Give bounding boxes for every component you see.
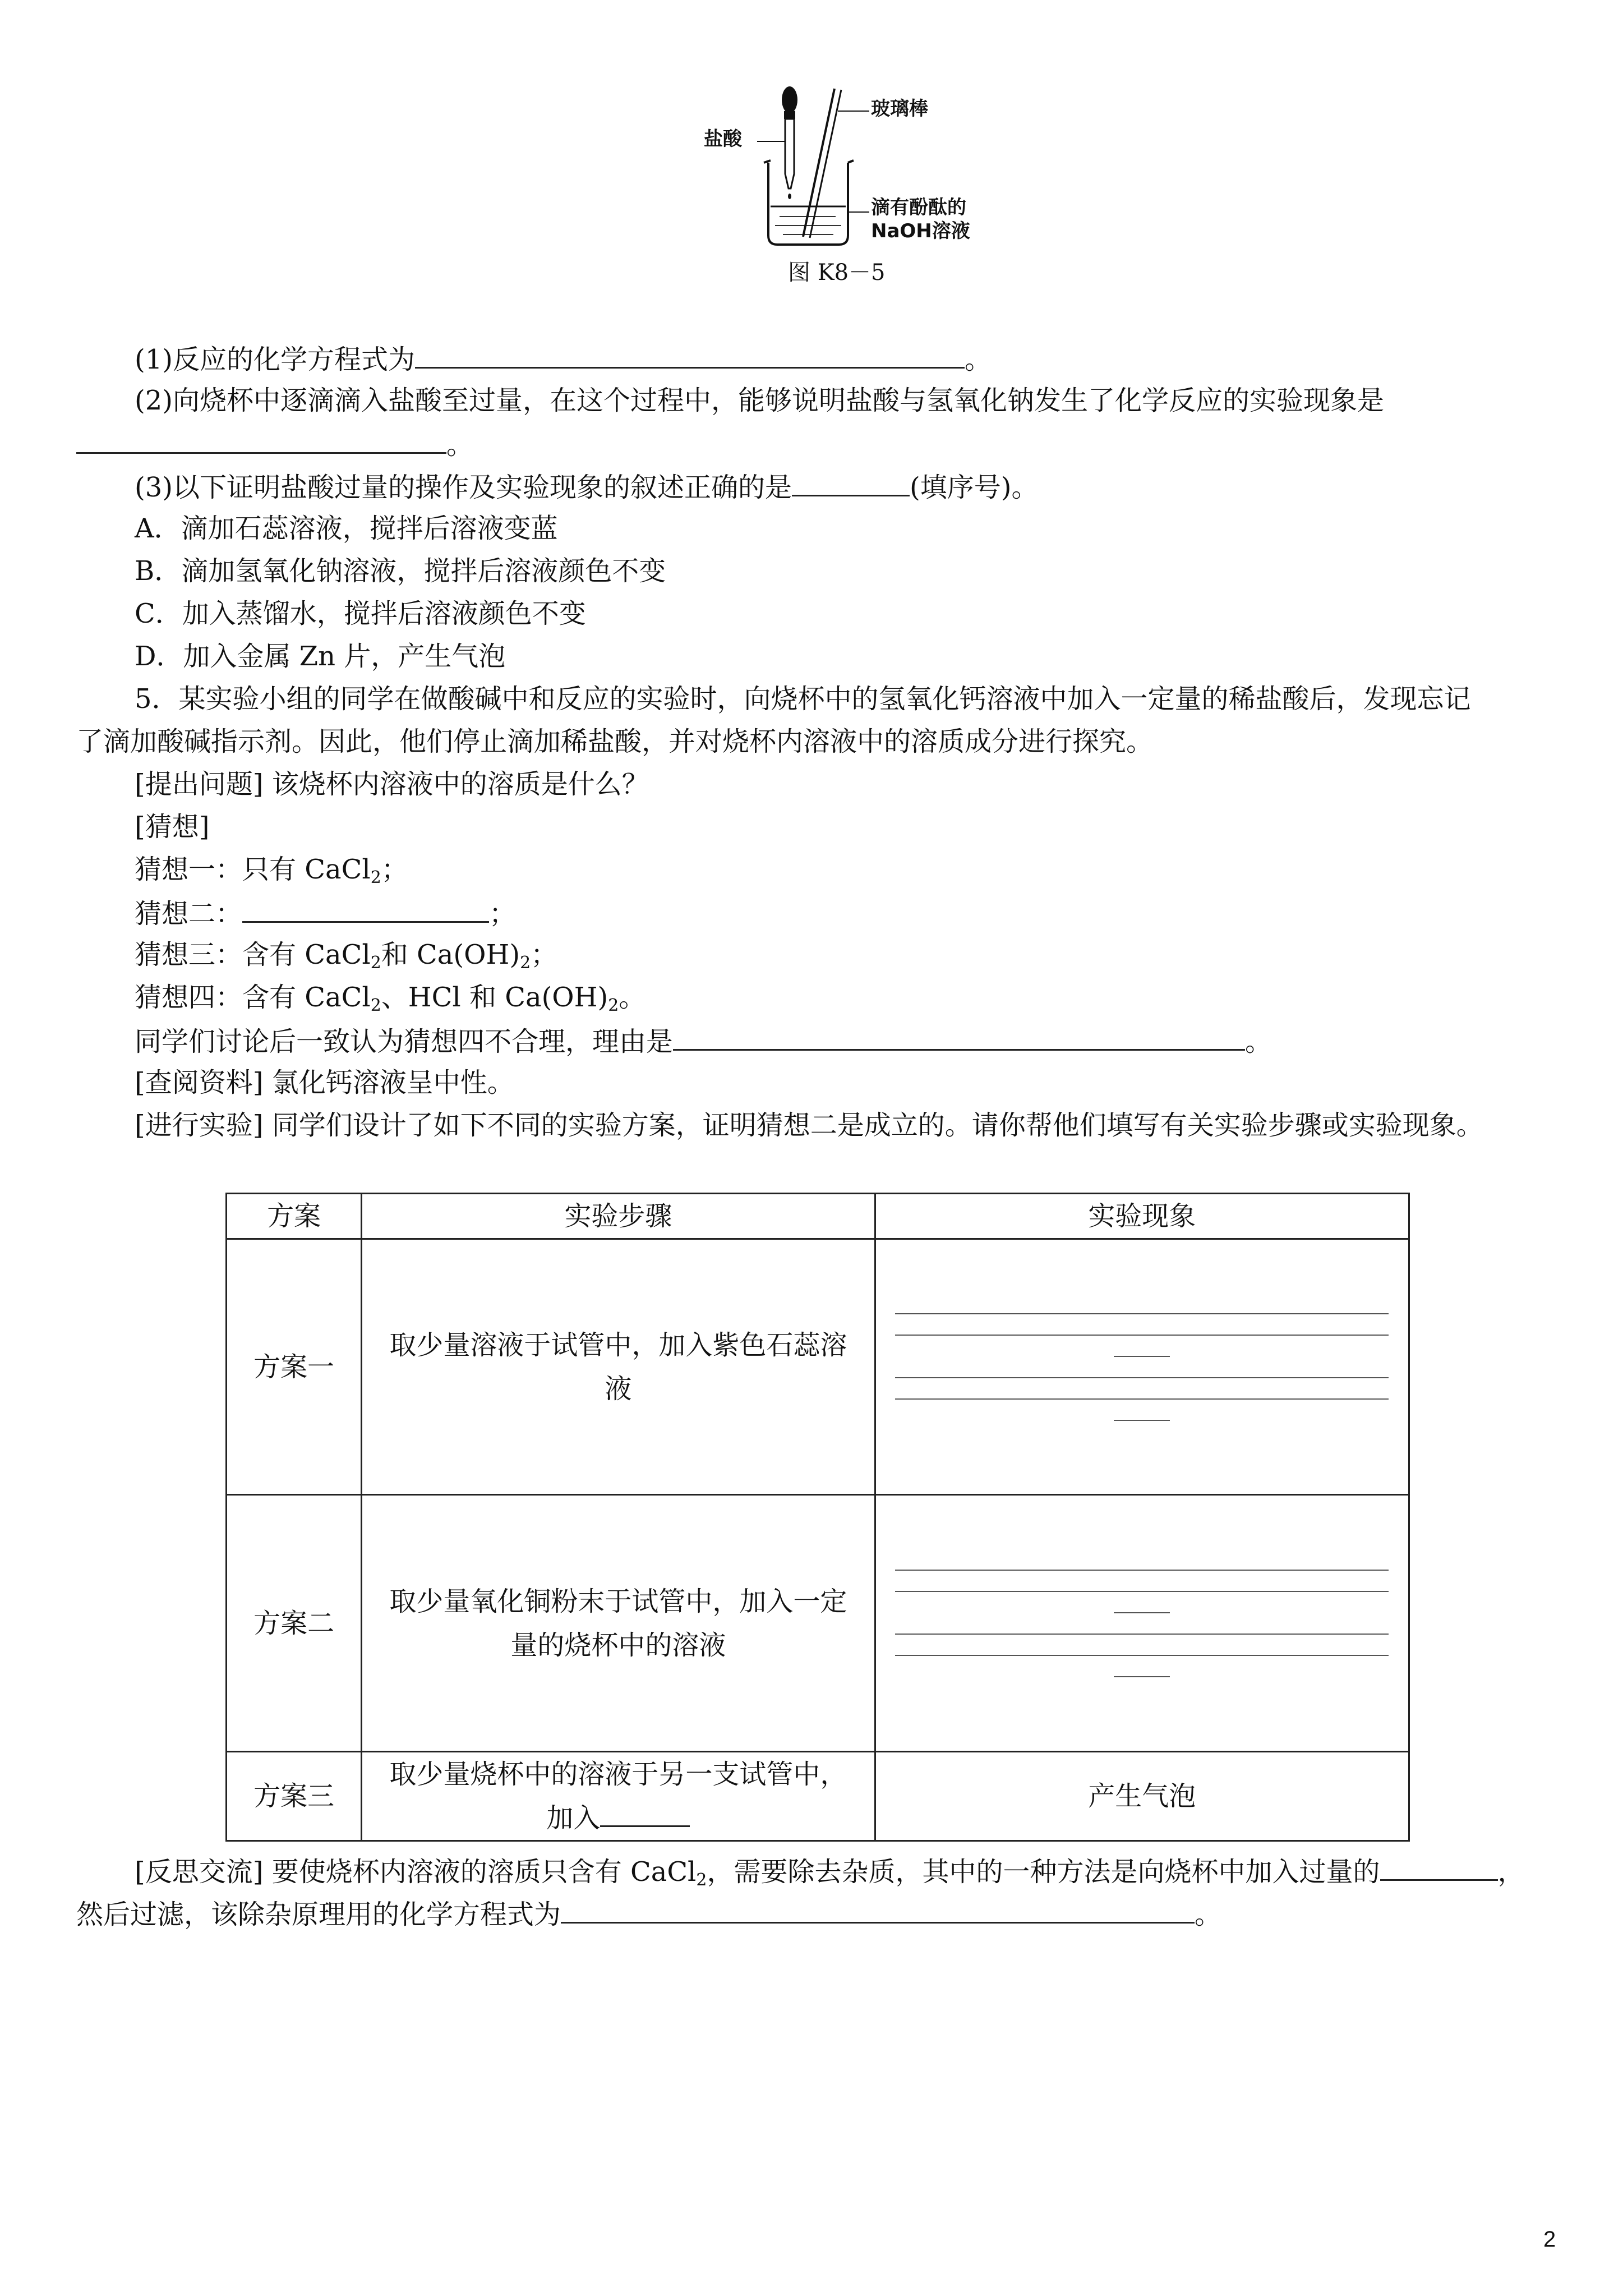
guess4-text2: 、HCl 和 Ca(OH) [381,982,608,1013]
guess3-subscript2: 2 [520,953,531,973]
answer-line [895,1313,1389,1314]
q4-option-a: A．滴加石蕊溶液，搅拌后溶液变蓝 [135,513,558,544]
table-row [227,1752,1409,1841]
reflect-suffix: ， [1497,1856,1525,1888]
table-header-plan: 方案 [227,1194,362,1239]
q5-intro-line2: 了滴加酸碱指示剂。因此，他们停止滴加稀盐酸，并对烧杯内溶液中的溶质成分进行探究。 [76,726,1154,757]
plan-3-step-text: 取少量烧杯中的溶液于另一支试管中，加入 [389,1759,847,1834]
answer-line [895,1398,1389,1400]
plan-1-answer-lines [882,1299,1403,1435]
table-header-step: 实验步骤 [362,1194,875,1239]
answer-line [1114,1420,1170,1421]
plan-2-answer-lines [882,1555,1403,1692]
solution-label-line1: 滴有酚酞的 [871,196,966,219]
plan-1-result[interactable] [875,1239,1409,1495]
q4-part3-suffix: (填序号)。 [910,472,1039,503]
q4-part2 [135,385,1384,416]
guess3-end: ； [531,939,558,970]
plan-3-result: 产生气泡 [875,1752,1409,1841]
q4-part3-blank[interactable] [792,470,910,496]
q5-guess1 [135,854,408,885]
q4-part2-blank[interactable] [76,427,446,454]
answer-line [895,1634,1389,1635]
experiment-table [225,1193,1410,1842]
guess1-text: 猜想一：只有 CaCl [135,854,371,885]
figure-caption: 图 K8－5 [788,260,886,286]
q4-option-d: D．加入金属 Zn 片，产生气泡 [135,641,506,672]
q4-part1 [135,342,992,375]
q4-option-b: B．滴加氢氧化钠溶液，搅拌后溶液颜色不变 [135,555,666,587]
guess4-subscript1: 2 [370,996,381,1015]
q4-part3-text: (3)以下证明盐酸过量的操作及实验现象的叙述正确的是 [135,472,792,503]
answer-line [895,1335,1389,1336]
q4-part2-text: (2)向烧杯中逐滴滴入盐酸至过量，在这个过程中，能够说明盐酸与氢氧化钠发生了化学反应的实验现象是 [135,385,1384,416]
reflect-subscript: 2 [696,1870,707,1890]
guess4-subscript2: 2 [608,996,619,1015]
q5-intro-line1: 5．某实验小组的同学在做酸碱中和反应的实验时，向烧杯中的氢氧化钙溶液中加入一定量的稀盐酸后，发现忘记 [135,683,1471,715]
reason-blank[interactable] [673,1024,1245,1051]
reflect-blank[interactable] [1380,1855,1498,1881]
plan-1-step: 取少量溶液于试管中，加入紫色石蕊溶液 [362,1239,875,1495]
guess3-subscript1: 2 [370,953,381,973]
table-row [227,1495,1409,1752]
answer-line [895,1377,1389,1378]
reason-text: 同学们讨论后一致认为猜想四不合理，理由是 [135,1026,674,1057]
guess4-text: 猜想四：含有 CaCl [135,982,371,1013]
plan-2-result[interactable] [875,1495,1409,1752]
guess1-end: ； [381,854,408,885]
q5-reason [135,1024,1272,1057]
guess2-blank[interactable] [242,896,489,923]
glass-rod-label: 玻璃棒 [871,98,928,120]
reflect-text2: ，需要除去杂质，其中的一种方法是向烧杯中加入过量的 [707,1856,1380,1888]
q4-part1-suffix: 。 [965,344,992,375]
q5-experiment: [进行实验] 同学们设计了如下不同的实验方案，证明猜想二是成立的。请你帮他们填写有关实验步骤或实验现象。 [135,1110,1483,1141]
plan-2-step: 取少量氧化铜粉末于试管中，加入一定量的烧杯中的溶液 [362,1495,875,1752]
reason-suffix: 。 [1245,1026,1272,1057]
q4-part1-text: (1)反应的化学方程式为 [135,344,415,375]
guess2-text: 猜想二： [135,898,243,930]
reflect2-suffix: 。 [1195,1899,1222,1930]
q4-part2-suffix: 。 [446,429,474,461]
table-row [227,1239,1409,1495]
q5-guess-header: [猜想] [135,811,210,843]
solution-label-line2: NaOH溶液 [871,220,970,242]
reflect2-blank[interactable] [561,1897,1195,1924]
answer-line [895,1570,1389,1571]
q4-part1-blank[interactable] [415,342,965,369]
answer-line [1114,1612,1170,1613]
q5-guess4 [135,982,645,1013]
q5-reflect-line2 [76,1897,1221,1930]
plan-3-blank[interactable] [600,1801,690,1827]
q5-info: [查阅资料] 氯化钙溶液呈中性。 [135,1067,514,1098]
guess3-text2: 和 Ca(OH) [381,939,520,970]
answer-line [895,1591,1389,1592]
acid-label: 盐酸 [704,128,742,150]
reflect-text: [反思交流] 要使烧杯内溶液的溶质只含有 CaCl [135,1856,697,1888]
table-header-result: 实验现象 [875,1194,1409,1239]
plan-3-cell: 方案三 [227,1752,362,1841]
q4-option-c: C．加入蒸馏水，搅拌后溶液颜色不变 [135,598,586,629]
beaker-figure [701,79,993,258]
q5-guess2 [135,896,516,930]
answer-line [1114,1356,1170,1357]
plan-2-cell: 方案二 [227,1495,362,1752]
page-number: 2 [1543,2227,1556,2252]
q5-question: [提出问题] 该烧杯内溶液中的溶质是什么？ [135,769,649,800]
q5-guess3 [135,939,558,973]
guess2-suffix: ； [489,898,517,930]
answer-line [1114,1676,1170,1677]
guess4-end: 。 [619,982,646,1013]
q4-part3 [135,470,1038,503]
reflect2-text: 然后过滤，该除杂原理用的化学方程式为 [76,1899,561,1930]
guess1-subscript: 2 [370,868,381,887]
plan-3-step [362,1752,875,1841]
answer-line [895,1655,1389,1656]
guess3-text: 猜想三：含有 CaCl [135,939,371,970]
plan-1-cell: 方案一 [227,1239,362,1495]
q4-part2-answer [76,427,473,461]
q5-reflect [135,1855,1525,1888]
table-header-row [227,1194,1409,1239]
